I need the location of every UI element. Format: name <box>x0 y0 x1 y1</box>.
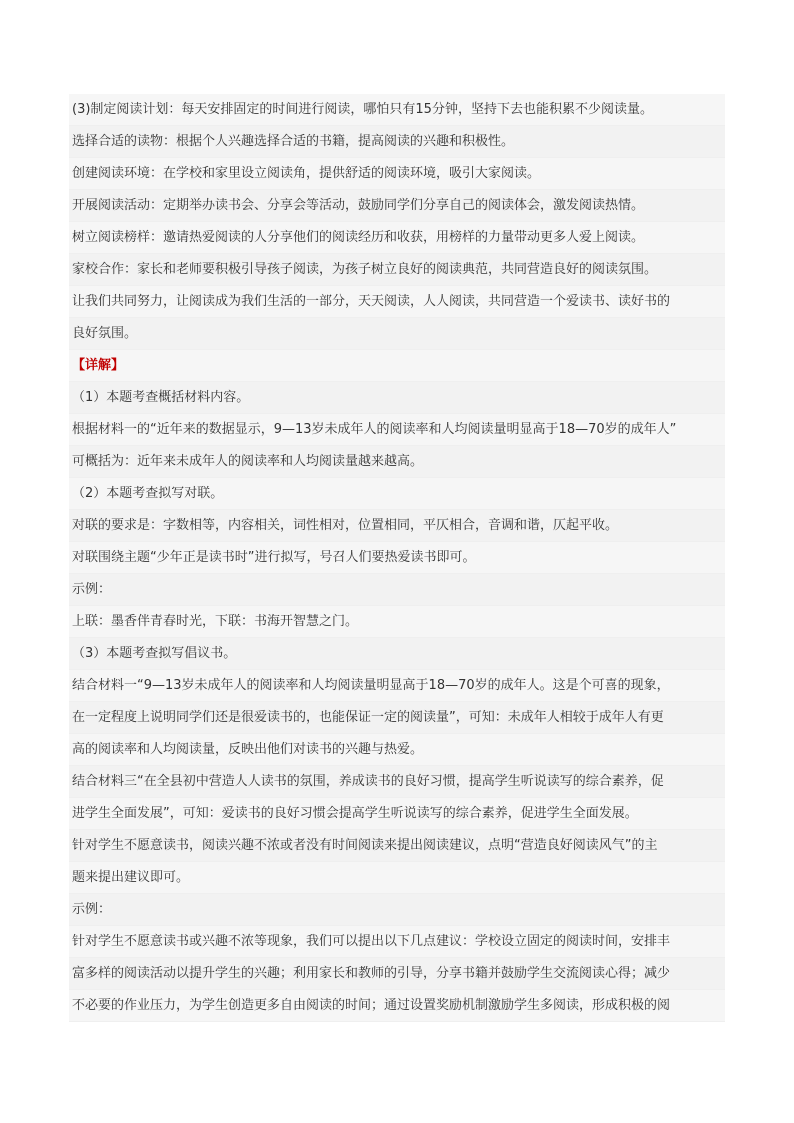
answer-text-block <box>69 94 725 1022</box>
text-line: 富多样的阅读活动以提升学生的兴趣；利用家长和教师的引导，分享书籍并鼓励学生交流阅读心得；减少 <box>69 958 725 990</box>
text-line: 高的阅读率和人均阅读量，反映出他们对读书的兴趣与热爱。 <box>69 734 725 766</box>
text-line: 选择合适的读物：根据个人兴趣选择合适的书籍，提高阅读的兴趣和积极性。 <box>69 126 725 158</box>
text-line: （1）本题考查概括材料内容。 <box>69 382 725 414</box>
text-line: 上联：墨香伴青春时光，下联：书海开智慧之门。 <box>69 606 725 638</box>
text-line: 进学生全面发展”，可知：爱读书的良好习惯会提高学生听说读写的综合素养，促进学生全面发展。 <box>69 798 725 830</box>
text-line: (3)制定阅读计划：每天安排固定的时间进行阅读，哪怕只有15分钟，坚持下去也能积累不少阅读量。 <box>69 94 725 126</box>
text-line: 让我们共同努力，让阅读成为我们生活的一部分，天天阅读，人人阅读，共同营造一个爱读书、读好书的 <box>69 286 725 318</box>
text-line: 根据材料一的“近年来的数据显示，9—13岁未成年人的阅读率和人均阅读量明显高于18—70岁的成年人” <box>69 414 725 446</box>
text-line: 针对学生不愿意读书，阅读兴趣不浓或者没有时间阅读来提出阅读建议，点明“营造良好阅读风气”的主 <box>69 830 725 862</box>
section-heading: 【详解】 <box>69 350 725 382</box>
text-line: （3）本题考查拟写倡议书。 <box>69 638 725 670</box>
text-line: 结合材料三“在全县初中营造人人读书的氛围，养成读书的良好习惯，提高学生听说读写的综合素养，促 <box>69 766 725 798</box>
text-line: 家校合作：家长和老师要积极引导孩子阅读，为孩子树立良好的阅读典范，共同营造良好的阅读氛围。 <box>69 254 725 286</box>
text-line: 不必要的作业压力，为学生创造更多自由阅读的时间；通过设置奖励机制激励学生多阅读，形成积极的阅 <box>69 990 725 1022</box>
text-line: 创建阅读环境：在学校和家里设立阅读角，提供舒适的阅读环境，吸引大家阅读。 <box>69 158 725 190</box>
text-line: 对联围绕主题“少年正是读书时”进行拟写，号召人们要热爱读书即可。 <box>69 542 725 574</box>
text-line: 示例： <box>69 574 725 606</box>
text-line: （2）本题考查拟写对联。 <box>69 478 725 510</box>
text-line: 题来提出建议即可。 <box>69 862 725 894</box>
text-line: 示例： <box>69 894 725 926</box>
text-line: 针对学生不愿意读书或兴趣不浓等现象，我们可以提出以下几点建议：学校设立固定的阅读时间，安排丰 <box>69 926 725 958</box>
text-line: 良好氛围。 <box>69 318 725 350</box>
text-line: 树立阅读榜样：邀请热爱阅读的人分享他们的阅读经历和收获，用榜样的力量带动更多人爱上阅读。 <box>69 222 725 254</box>
text-line: 对联的要求是：字数相等，内容相关，词性相对，位置相同，平仄相合，音调和谐，仄起平收。 <box>69 510 725 542</box>
text-line: 在一定程度上说明同学们还是很爱读书的，也能保证一定的阅读量”，可知：未成年人相较于成年人有更 <box>69 702 725 734</box>
text-line: 开展阅读活动：定期举办读书会、分享会等活动，鼓励同学们分享自己的阅读体会，激发阅读热情。 <box>69 190 725 222</box>
text-line: 结合材料一“9—13岁未成年人的阅读率和人均阅读量明显高于18—70岁的成年人。这是个可喜的现象， <box>69 670 725 702</box>
text-line: 可概括为：近年来未成年人的阅读率和人均阅读量越来越高。 <box>69 446 725 478</box>
